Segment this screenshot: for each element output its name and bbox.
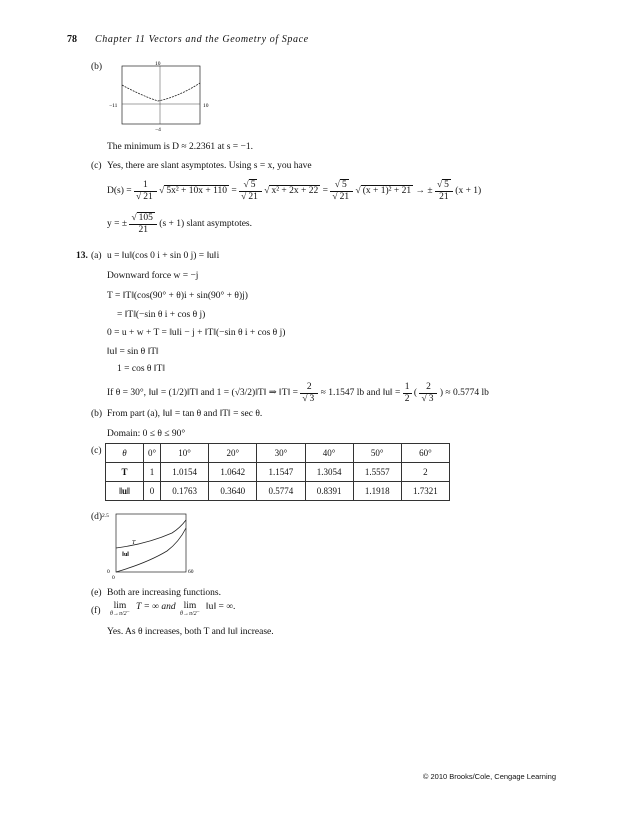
table-cell: 0.8391	[305, 482, 353, 501]
graph-b-ymin: −4	[155, 127, 161, 132]
part-13d-label: (d)	[91, 512, 103, 522]
lim2-sub: θ→π/2⁻	[180, 611, 200, 617]
y-tail: (s + 1) slant asymptotes.	[159, 219, 252, 229]
table-cell: 1.7321	[401, 482, 449, 501]
radicand-2: x² + 2x + 22	[271, 186, 319, 196]
eq-lhs: D(s) =	[107, 186, 132, 196]
table-cell: 1.5557	[353, 463, 401, 482]
sqrt-5c: 5	[444, 180, 449, 190]
graph-b-xmin: −11	[109, 103, 118, 109]
part-c-text: Yes, there are slant asymptotes. Using s = x, you have	[107, 161, 312, 171]
frac-5-21: $\frac{√ 5}{21}$	[435, 180, 453, 203]
13a-line5: 0 = u + w + T = ‖u‖i − j + ‖T‖(−sin θ i + cos θ j)	[107, 328, 286, 338]
table-cell: 1.3054	[305, 463, 353, 482]
table-cell: 50°	[353, 444, 401, 463]
chapter-title: Chapter 11 Vectors and the Geometry of Space	[95, 34, 309, 45]
y-eq: y = ±	[107, 219, 128, 229]
part-d-graph	[102, 508, 212, 580]
limit-1	[110, 602, 130, 618]
table-cell: 0	[144, 482, 161, 501]
13a-line8: If θ = 30°, ‖u‖ = (1/2)‖T‖ and 1 = (√3/2)‖T‖ ⇒ ‖T‖ = $\frac{2}{√ 3}$ ≈ 1.1547 lb and ‖u‖ = $\frac{1}{2}$ ( $\frac{2}{√ 3}$ ) ≈ 0.5774 lb	[107, 382, 489, 404]
lim1-sub: θ→π/2⁻	[110, 611, 130, 617]
table-cell: 40°	[305, 444, 353, 463]
table-row-theta	[106, 444, 450, 463]
part-b-minimum: The minimum is D ≈ 2.2361 at s = −1.	[107, 142, 254, 152]
sqrt-5b: 5	[341, 180, 347, 190]
sqrt-3b: 3	[428, 394, 434, 404]
half-den: 2	[404, 394, 410, 404]
part-13f-label: (f)	[91, 606, 101, 616]
radicand-1: 5x² + 10x + 110	[166, 186, 228, 196]
lim2-tail: ‖u‖ = ∞.	[206, 602, 236, 612]
sqrt-21: 21	[143, 192, 153, 202]
part-13e-label: (e)	[91, 588, 102, 598]
table-row-u	[106, 482, 450, 501]
lim1-tail: T = ∞ and	[136, 602, 176, 612]
table-cell: 1.0642	[209, 463, 257, 482]
sqrt-105: 105	[138, 213, 153, 223]
13a-line8c: ≈ 0.5774 lb	[445, 388, 489, 398]
page-number: 78	[67, 34, 77, 45]
graph-d-ymax: 2.5	[102, 513, 109, 519]
13f-conclusion: Yes. As θ increases, both T and ‖u‖ increase.	[107, 627, 274, 637]
13a-line1: u = ‖u‖(cos 0 i + sin 0 j) = ‖u‖i	[107, 251, 220, 261]
table-cell: 30°	[257, 444, 305, 463]
part-b-graph	[100, 60, 220, 132]
table-cell: 1.0154	[161, 463, 209, 482]
lim1-word: lim	[113, 601, 127, 611]
den-21: 21	[439, 192, 449, 202]
13a-line6: ‖u‖ = sin θ ‖T‖	[107, 347, 159, 357]
frac-sqrt5-sqrt21: $\frac{√ 5}{√ 21}$	[239, 180, 262, 203]
table-cell: 20°	[209, 444, 257, 463]
13b-line2: Domain: 0 ≤ θ ≤ 90°	[107, 429, 186, 439]
13a-line7: 1 = cos θ ‖T‖	[117, 364, 165, 374]
footer-copyright: © 2010 Brooks/Cole, Cengage Learning	[422, 772, 556, 781]
sqrt-5: 5	[250, 180, 256, 190]
graph-b-ymax: 10	[155, 61, 161, 67]
table-cell: T	[106, 463, 144, 482]
table-cell: 60°	[401, 444, 449, 463]
graph-d-ymin: 0	[107, 569, 110, 575]
13a-line4: = ‖T‖(−sin θ i + cos θ j)	[117, 310, 206, 320]
frac-1-sqrt21: $\frac{1}{√ 21}$	[134, 180, 157, 203]
table-cell: 0°	[144, 444, 161, 463]
graph-d-label-u: ‖u‖	[122, 552, 130, 558]
lim2-word: lim	[183, 601, 197, 611]
half-num: 1	[404, 382, 410, 392]
frac-two-b: 2	[419, 382, 437, 394]
part-b-label: (b)	[91, 62, 103, 72]
graph-d-xmax: 60	[188, 569, 194, 575]
frac-sqrt5-sqrt21-b: $\frac{√ 5}{√ 21}$	[330, 180, 353, 203]
table-row-T	[106, 463, 450, 482]
13a-line3: T = ‖T‖(cos(90° + θ)i + sin(90° + θ)j)	[107, 291, 248, 301]
13e-text: Both are increasing functions.	[107, 588, 221, 598]
problem-13-number: 13.	[76, 251, 88, 261]
radicand-3: (x + 1)² + 21	[362, 186, 412, 196]
part-c-label: (c)	[91, 161, 102, 171]
table-cell: 1	[144, 463, 161, 482]
values-table	[105, 443, 450, 501]
graph-d-label-T: T	[132, 540, 136, 546]
eq-tail: (x + 1)	[455, 186, 482, 196]
13a-line2: Downward force w = −j	[107, 271, 199, 281]
table-cell: ‖u‖	[106, 482, 144, 501]
table-cell: 2	[401, 463, 449, 482]
sqrt-21b: 21	[248, 192, 258, 202]
part-13c-label: (c)	[91, 446, 102, 456]
table-cell: 0.1763	[161, 482, 209, 501]
sqrt-21c: 21	[339, 192, 350, 202]
part-c-asymptote: y = ± $\frac{√ 105}{21}$ (s + 1) slant asymptotes.	[107, 213, 252, 235]
frac-two: 2	[300, 382, 318, 394]
graph-d-xmin: 0	[112, 575, 115, 580]
table-cell: θ	[106, 444, 144, 463]
table-cell: 1.1547	[257, 463, 305, 482]
arrow-pm: → ±	[415, 186, 433, 196]
13b-line1: From part (a), ‖u‖ = tan θ and ‖T‖ = sec θ.	[107, 409, 263, 419]
13a-line8b: ≈ 1.1547 lb and ‖u‖ =	[320, 388, 401, 398]
graph-b-xmax: 10	[203, 103, 209, 109]
part-13b-label: (b)	[91, 409, 103, 419]
limit-2	[180, 602, 200, 618]
table-cell: 1.1918	[353, 482, 401, 501]
table-cell: 0.3640	[209, 482, 257, 501]
frac-num: 1	[134, 180, 157, 192]
den-21b: 21	[138, 225, 148, 235]
part-13a-label: (a)	[91, 251, 102, 261]
table-cell: 0.5774	[257, 482, 305, 501]
part-c-equation: D(s) = $\frac{1}{√ 21}$ √ 5x² + 10x + 110 = $\frac{√ 5}{√ 21}$ √ x² + 2x + 22 = $\frac{√ 5}{√ 21}$ √ (x + 1)² + 21 → ± $\frac{√ 5}{21}$ (x + 1)	[107, 180, 482, 202]
13a-line8a: If θ = 30°, ‖u‖ = (1/2)‖T‖ and 1 = (√3/2)‖T‖ ⇒ ‖T‖ =	[107, 388, 298, 398]
table-cell: 10°	[161, 444, 209, 463]
sqrt-3: 3	[309, 394, 315, 404]
